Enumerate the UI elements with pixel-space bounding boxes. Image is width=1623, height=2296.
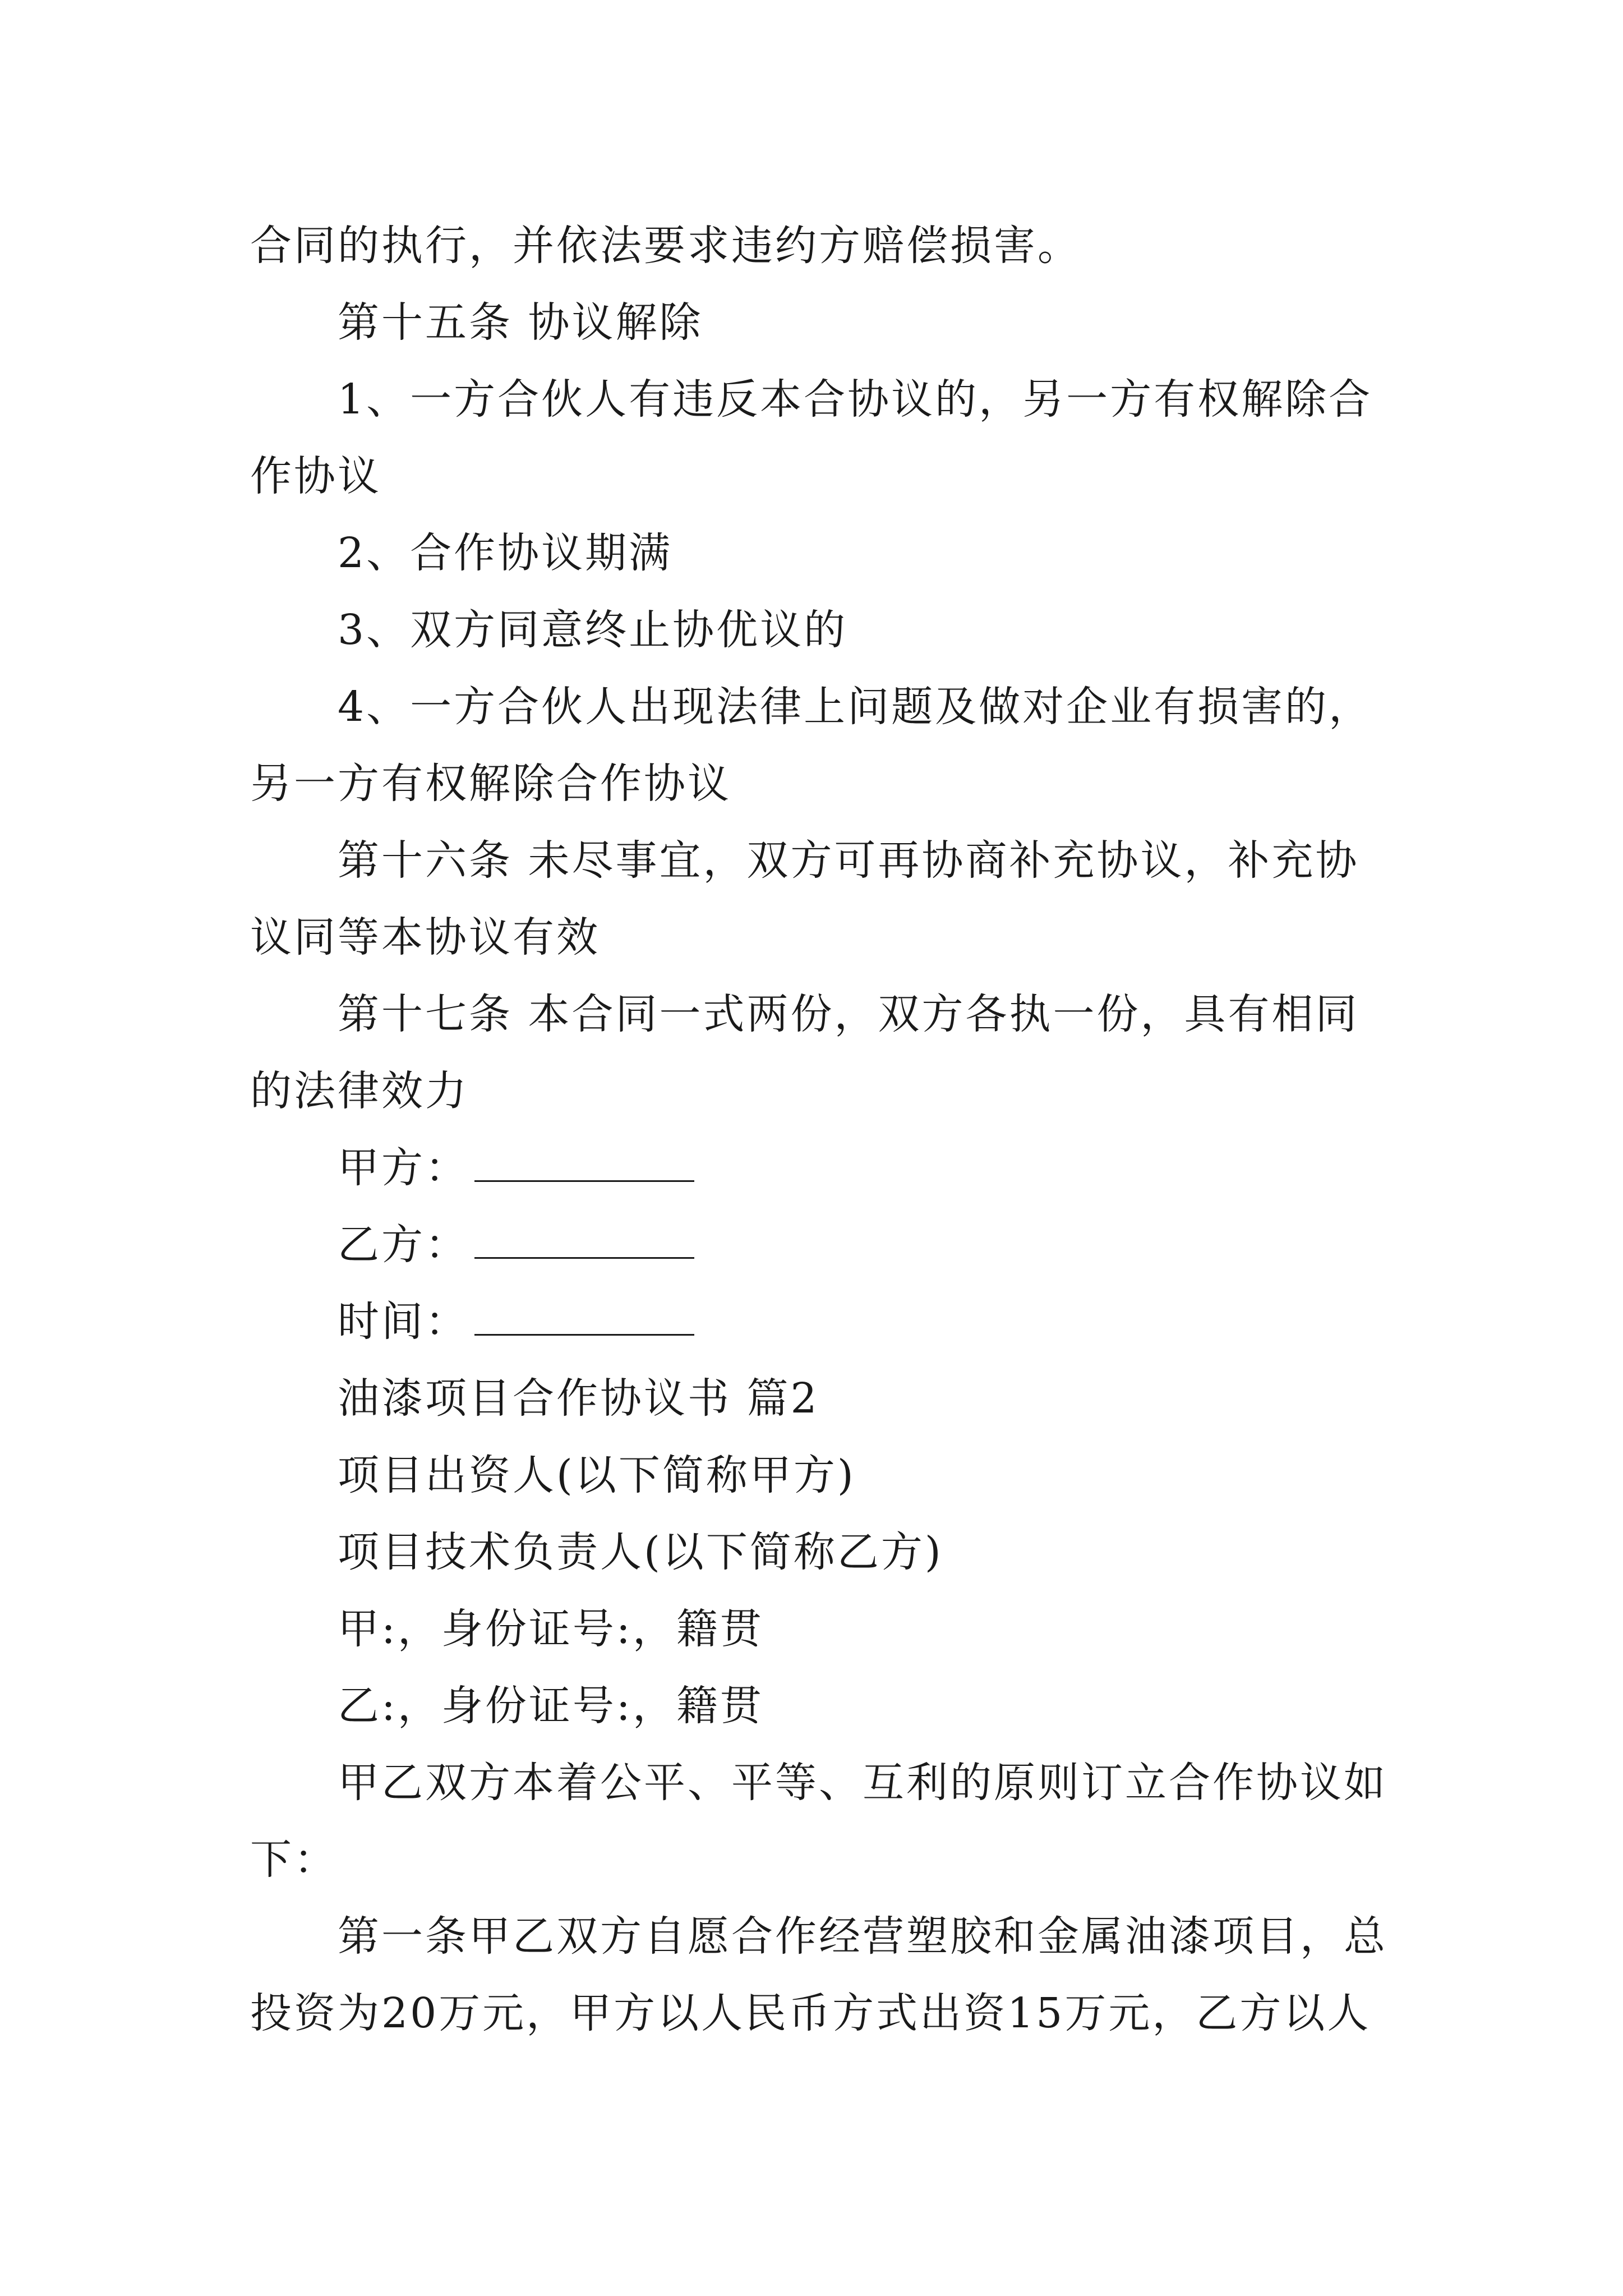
paragraph-line: 甲:，身份证号:，籍贯 [338, 1605, 764, 1653]
paragraph-line: 的法律效力 [250, 1067, 469, 1115]
signature-time [250, 1283, 1389, 1360]
paragraph-line: 下： [250, 1835, 338, 1884]
time-blank [474, 1299, 694, 1336]
paragraph-line: 第十七条 本合同一式两份，双方各执一份，具有相同 [338, 990, 1359, 1038]
time-label: 时间： [338, 1297, 469, 1346]
paragraph-line: 2、合作协议期满 [338, 529, 673, 577]
paragraph-line: 3、双方同意终止协优议的 [338, 606, 848, 654]
document-body [250, 208, 1389, 2052]
party-b-blank [474, 1222, 694, 1259]
paragraph-line: 投资为20万元，甲方以人民币方式出资15万元，乙方以人 [250, 1989, 1371, 2037]
paragraph-line: 1、一方合伙人有违反本合协议的，另一方有权解除合 [338, 375, 1373, 424]
paragraph-line: 合同的执行，并依法要求违约方赔偿损害。 [250, 222, 1081, 270]
paragraph-line: 项目出资人(以下简称甲方) [338, 1451, 856, 1499]
article-heading: 第十五条 协议解除 [338, 298, 703, 347]
signature-party-b [250, 1207, 1389, 1283]
paragraph-line: 4、一方合伙人出现法律上问题及做对企业有损害的， [338, 683, 1373, 731]
paragraph-line: 第十六条 未尽事宜，双方可再协商补充协议，补充协 [338, 836, 1359, 885]
party-b-label: 乙方： [338, 1221, 469, 1269]
paragraph-line: 作协议 [250, 452, 381, 500]
party-a-blank [474, 1145, 694, 1182]
paragraph-line: 乙:，身份证号:，籍贯 [338, 1682, 764, 1730]
paragraph-line: 第一条甲乙双方自愿合作经营塑胶和金属油漆项目，总 [338, 1912, 1387, 1961]
signature-party-a [250, 1130, 1389, 1207]
paragraph-line: 另一方有权解除合作协议 [250, 760, 731, 808]
paragraph-line: 甲乙双方本着公平、平等、互利的原则订立合作协议如 [338, 1759, 1387, 1807]
section-title: 油漆项目合作协议书 篇2 [338, 1374, 819, 1423]
party-a-label: 甲方： [338, 1144, 469, 1192]
paragraph-line: 项目技术负责人(以下简称乙方) [338, 1528, 943, 1576]
paragraph-line: 议同等本协议有效 [250, 913, 600, 961]
